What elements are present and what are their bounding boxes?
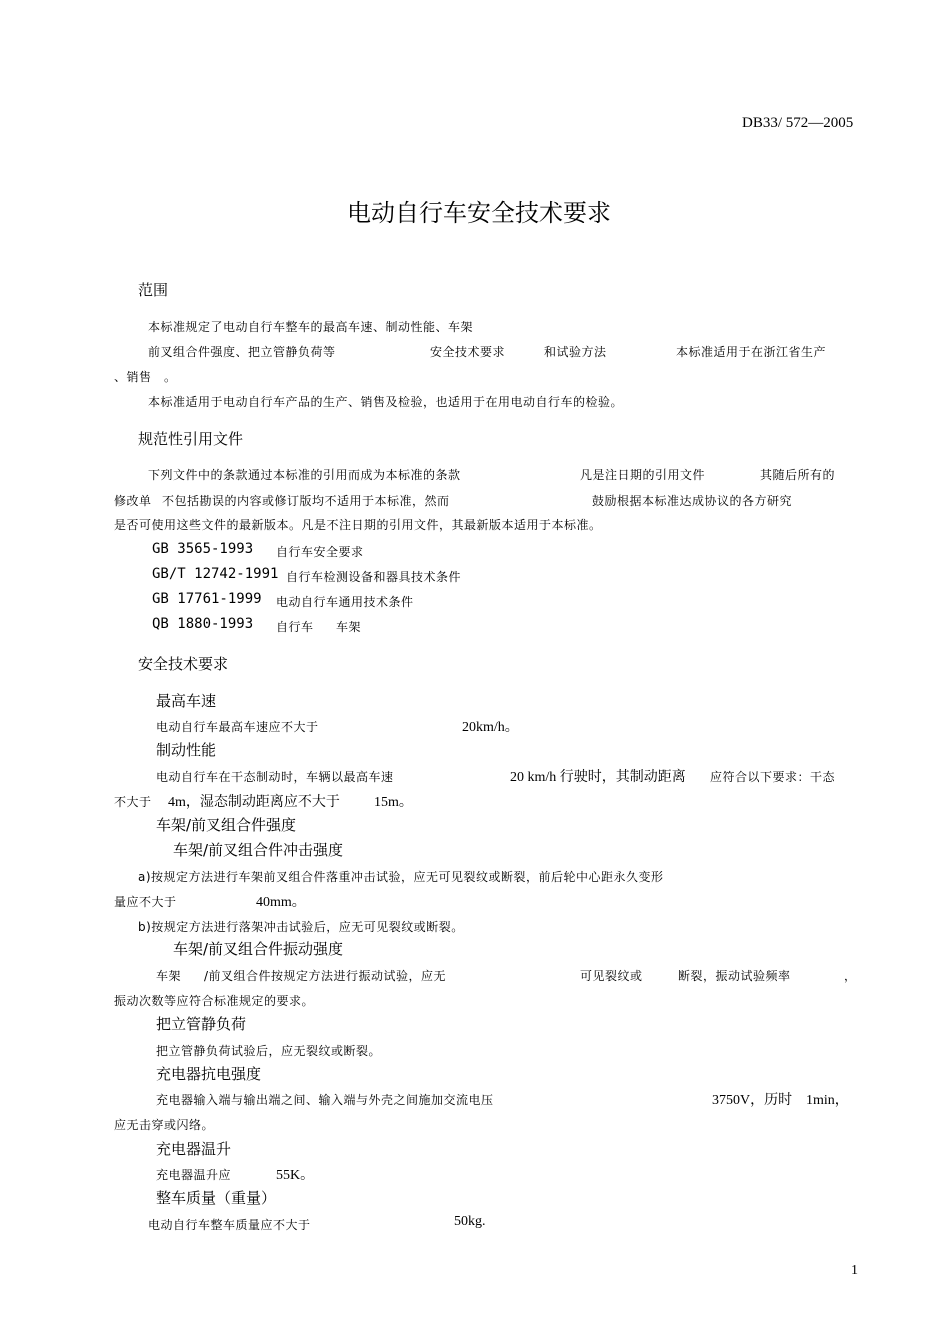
temp-text: 充电器温升应 bbox=[156, 1168, 232, 1182]
reference-name: 自行车 bbox=[276, 620, 314, 634]
subsection-heading-temp: 充电器温升 bbox=[156, 1140, 232, 1158]
subsection-heading-brake: 制动性能 bbox=[156, 741, 217, 759]
brake-value: 15m。 bbox=[374, 795, 413, 810]
references-line: 其随后所有的 bbox=[760, 468, 836, 482]
section-heading-scope: 范围 bbox=[138, 281, 169, 299]
scope-line: 和试验方法 bbox=[544, 345, 607, 359]
subsection-heading-frame: 车架/前叉组合件强度 bbox=[156, 816, 297, 834]
references-line: 是否可使用这些文件的最新版本。凡是不注日期的引用文件，其最新版本适用于本标准。 bbox=[114, 518, 602, 532]
frame-vibration-text: 车架 bbox=[156, 969, 182, 983]
frame-vibration-text: ， bbox=[844, 969, 857, 983]
references-line: 凡是注日期的引用文件 bbox=[580, 468, 706, 482]
mass-value: 50kg. bbox=[454, 1214, 486, 1229]
mass-text: 电动自行车整车质量应不大于 bbox=[148, 1218, 311, 1232]
scope-line: 。 bbox=[164, 370, 177, 384]
brake-text: 4m，湿态制动距离应不大于 bbox=[168, 795, 340, 810]
section-heading-references: 规范性引用文件 bbox=[138, 430, 244, 448]
frame-vibration-text: 断裂，振动试验频率 bbox=[678, 969, 791, 983]
subsubsection-heading-vibration: 车架/前叉组合件振动强度 bbox=[173, 940, 344, 958]
reference-code: GB 17761-1999 bbox=[152, 591, 262, 607]
scope-line: 、销售 bbox=[114, 370, 152, 384]
temp-value: 55K。 bbox=[276, 1168, 315, 1183]
frame-impact-text: 量应不大于 bbox=[114, 895, 177, 909]
reference-name: 自行车安全要求 bbox=[276, 545, 364, 559]
references-line: 修改单 bbox=[114, 494, 152, 508]
subsection-heading-charger: 充电器抗电强度 bbox=[156, 1065, 262, 1083]
frame-impact-text: b)按规定方法进行落架冲击试验后，应无可见裂纹或断裂。 bbox=[138, 920, 464, 934]
frame-impact-text: a)按规定方法进行车架前叉组合件落重冲击试验，应无可见裂纹或断裂，前后轮中心距永久变形 bbox=[138, 870, 664, 884]
reference-code: GB/T 12742-1991 bbox=[152, 566, 279, 582]
brake-text: 电动自行车在干态制动时，车辆以最高车速 bbox=[156, 770, 394, 784]
subsection-heading-speed: 最高车速 bbox=[156, 692, 217, 710]
frame-impact-value: 40mm。 bbox=[256, 895, 306, 910]
scope-line: 本标准规定了电动自行车整车的最高车速、制动性能、车架 bbox=[148, 320, 474, 334]
scope-line: 本标准适用于电动自行车产品的生产、销售及检验，也适用于在用电动自行车的检验。 bbox=[148, 395, 624, 409]
subsubsection-heading-impact: 车架/前叉组合件冲击强度 bbox=[173, 841, 344, 859]
brake-text: 应符合以下要求：干态 bbox=[710, 770, 836, 784]
reference-name: 自行车检测设备和器具技术条件 bbox=[286, 570, 462, 584]
reference-code: GB 3565-1993 bbox=[152, 541, 254, 557]
charger-text: 充电器输入端与输出端之间、输入端与外壳之间施加交流电压 bbox=[156, 1093, 494, 1107]
brake-text: 不大于 bbox=[114, 795, 152, 809]
reference-name: 车架 bbox=[336, 620, 362, 634]
frame-vibration-text: /前叉组合件按规定方法进行振动试验，应无 bbox=[204, 969, 447, 983]
subsection-heading-mass: 整车质量（重量） bbox=[156, 1189, 277, 1207]
frame-vibration-text: 可见裂纹或 bbox=[580, 969, 643, 983]
references-line: 不包括勘误的内容或修订版均不适用于本标准，然而 bbox=[162, 494, 450, 508]
page-number: 1 bbox=[851, 1263, 858, 1278]
speed-text: 电动自行车最高车速应不大于 bbox=[156, 720, 319, 734]
scope-line: 本标准适用于在浙江省生产 bbox=[676, 345, 827, 359]
reference-name: 电动自行车通用技术条件 bbox=[276, 595, 414, 609]
speed-value: 20km/h。 bbox=[462, 720, 519, 735]
stem-text: 把立管静负荷试验后，应无裂纹或断裂。 bbox=[156, 1044, 382, 1058]
charger-text: 应无击穿或闪络。 bbox=[114, 1118, 215, 1132]
section-heading-safety: 安全技术要求 bbox=[138, 655, 229, 673]
reference-code: QB 1880-1993 bbox=[152, 616, 254, 632]
charger-value: 3750V，历时 bbox=[712, 1093, 793, 1108]
scope-line: 前叉组合件强度、把立管静负荷等 bbox=[148, 345, 336, 359]
scope-line: 安全技术要求 bbox=[430, 345, 506, 359]
references-line: 下列文件中的条款通过本标准的引用而成为本标准的条款 bbox=[148, 468, 461, 482]
frame-vibration-text: 振动次数等应符合标准规定的要求。 bbox=[114, 994, 315, 1008]
charger-value: 1min， bbox=[806, 1093, 849, 1108]
brake-text: 20 km/h 行驶时，其制动距离 bbox=[510, 770, 686, 785]
standard-code: DB33/ 572—2005 bbox=[742, 115, 854, 131]
subsection-heading-stem: 把立管静负荷 bbox=[156, 1015, 247, 1033]
references-line: 鼓励根据本标准达成协议的各方研究 bbox=[592, 494, 793, 508]
document-title: 电动自行车安全技术要求 bbox=[347, 199, 611, 227]
